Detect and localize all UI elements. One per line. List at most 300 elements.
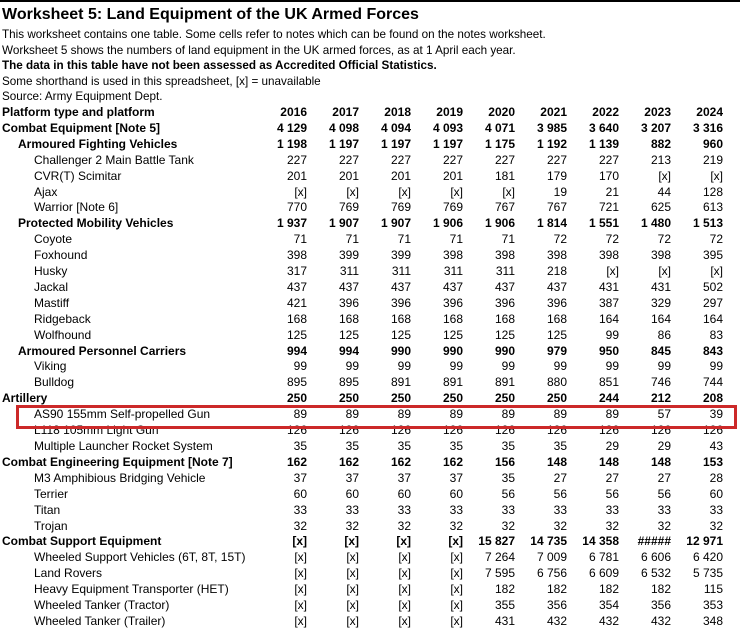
cell-value[interactable]: 126 — [390, 423, 411, 438]
cell-value[interactable]: 56 — [553, 486, 567, 501]
column-header-year[interactable]: 2024 — [696, 104, 723, 119]
cell-value[interactable]: 71 — [397, 232, 411, 247]
cell-value[interactable]: 182 — [650, 582, 671, 597]
cell-value[interactable]: 126 — [598, 423, 619, 438]
cell-value[interactable]: [x] — [398, 566, 411, 581]
cell-value[interactable]: 19 — [553, 184, 567, 199]
row-label[interactable]: Wheeled Support Vehicles (6T, 8T, 15T) — [34, 550, 246, 565]
cell-value[interactable]: 32 — [709, 518, 723, 533]
row-label[interactable]: Viking — [34, 359, 67, 374]
cell-value[interactable]: 162 — [442, 454, 463, 469]
cell-value[interactable]: 6 756 — [536, 566, 567, 581]
row-label[interactable]: CVR(T) Scimitar — [34, 168, 122, 183]
cell-value[interactable]: 399 — [390, 248, 411, 263]
cell-value[interactable]: 99 — [709, 359, 723, 374]
cell-value[interactable]: [x] — [346, 582, 359, 597]
cell-value[interactable]: 35 — [501, 470, 515, 485]
row-label[interactable]: Ajax — [34, 184, 58, 199]
cell-value[interactable]: 895 — [338, 375, 359, 390]
cell-value[interactable]: 115 — [703, 582, 723, 597]
cell-value[interactable]: 355 — [494, 598, 515, 613]
cell-value[interactable]: 431 — [494, 613, 515, 628]
row-label[interactable]: Wheeled Tanker (Trailer) — [34, 613, 166, 628]
cell-value[interactable]: 89 — [605, 407, 619, 422]
cell-value[interactable]: 398 — [546, 248, 567, 263]
cell-value[interactable]: 99 — [345, 359, 359, 374]
cell-value[interactable]: 156 — [494, 454, 515, 469]
column-header-year[interactable]: 2022 — [592, 104, 619, 119]
cell-value[interactable]: 179 — [546, 168, 567, 183]
cell-value[interactable]: 3 316 — [692, 120, 723, 135]
cell-value[interactable]: 7 595 — [484, 566, 515, 581]
cell-value[interactable]: [x] — [398, 613, 411, 628]
cell-value[interactable]: 311 — [443, 264, 463, 279]
cell-value[interactable]: 3 207 — [640, 120, 671, 135]
cell-value[interactable]: 33 — [709, 502, 723, 517]
cell-value[interactable]: 83 — [709, 327, 723, 342]
cell-value[interactable]: 396 — [494, 295, 515, 310]
cell-value[interactable]: 56 — [657, 486, 671, 501]
cell-value[interactable]: [x] — [294, 184, 307, 199]
cell-value[interactable]: 1 197 — [328, 136, 359, 151]
cell-value[interactable]: 35 — [449, 439, 463, 453]
cell-value[interactable]: 208 — [702, 391, 723, 406]
cell-value[interactable]: 32 — [345, 518, 359, 533]
row-label[interactable]: Ridgeback — [34, 311, 91, 326]
cell-value[interactable]: 1 175 — [484, 136, 515, 151]
cell-value[interactable]: 168 — [390, 311, 411, 326]
cell-value[interactable]: 32 — [397, 518, 411, 533]
cell-value[interactable]: 181 — [494, 168, 515, 183]
cell-value[interactable]: 148 — [650, 454, 671, 469]
cell-value[interactable]: 1 814 — [536, 216, 567, 231]
row-label[interactable]: Combat Engineering Equipment [Note 7] — [2, 454, 233, 469]
cell-value[interactable]: 168 — [338, 311, 359, 326]
cell-value[interactable]: 14 358 — [582, 534, 619, 549]
row-label[interactable]: Armoured Personnel Carriers — [18, 343, 187, 358]
cell-value[interactable]: 6 532 — [640, 566, 671, 581]
cell-value[interactable]: 769 — [338, 200, 359, 215]
cell-value[interactable]: 721 — [598, 200, 619, 215]
cell-value[interactable]: 994 — [338, 343, 359, 358]
cell-value[interactable]: [x] — [450, 550, 463, 565]
column-header-year[interactable]: 2019 — [436, 104, 463, 119]
cell-value[interactable]: [x] — [396, 534, 411, 549]
cell-value[interactable]: 125 — [494, 327, 515, 342]
column-header-year[interactable]: 2016 — [280, 104, 307, 119]
cell-value[interactable]: 164 — [598, 311, 619, 326]
cell-value[interactable]: 35 — [501, 439, 515, 453]
cell-value[interactable]: [x] — [710, 168, 723, 183]
cell-value[interactable]: 32 — [657, 518, 671, 533]
cell-value[interactable]: 32 — [605, 518, 619, 533]
cell-value[interactable]: [x] — [294, 582, 307, 597]
cell-value[interactable]: 128 — [702, 184, 723, 199]
cell-value[interactable]: 613 — [702, 200, 723, 215]
cell-value[interactable]: [x] — [658, 264, 671, 279]
cell-value[interactable]: 182 — [598, 582, 619, 597]
row-label[interactable]: AS90 155mm Self-propelled Gun — [34, 407, 211, 422]
cell-value[interactable]: 33 — [345, 502, 359, 517]
cell-value[interactable]: [x] — [346, 598, 359, 613]
cell-value[interactable]: 99 — [449, 359, 463, 374]
cell-value[interactable]: 37 — [397, 470, 411, 485]
cell-value[interactable]: 28 — [709, 470, 723, 485]
cell-value[interactable]: 1 906 — [432, 216, 463, 231]
cell-value[interactable]: 5 735 — [692, 566, 723, 581]
cell-value[interactable]: 168 — [494, 311, 515, 326]
cell-value[interactable]: 990 — [494, 343, 515, 358]
cell-value[interactable]: ##### — [637, 534, 671, 549]
cell-value[interactable]: 437 — [546, 279, 567, 294]
cell-value[interactable]: 35 — [397, 439, 411, 453]
cell-value[interactable]: 33 — [397, 502, 411, 517]
cell-value[interactable]: 311 — [495, 264, 515, 279]
cell-value[interactable]: 250 — [442, 391, 463, 406]
cell-value[interactable]: 421 — [286, 295, 307, 310]
cell-value[interactable]: 126 — [702, 423, 723, 438]
row-label[interactable]: Bulldog — [34, 375, 75, 390]
cell-value[interactable]: 162 — [338, 454, 359, 469]
cell-value[interactable]: [x] — [294, 550, 307, 565]
cell-value[interactable]: 398 — [286, 248, 307, 263]
cell-value[interactable]: 89 — [397, 407, 411, 422]
cell-value[interactable]: 227 — [546, 152, 567, 167]
cell-value[interactable]: 148 — [598, 454, 619, 469]
column-header-year[interactable]: 2020 — [488, 104, 515, 119]
cell-value[interactable]: 227 — [286, 152, 307, 167]
column-header-year[interactable]: 2018 — [384, 104, 411, 119]
cell-value[interactable]: 201 — [338, 168, 359, 183]
cell-value[interactable]: [x] — [346, 613, 359, 628]
cell-value[interactable]: 44 — [657, 184, 671, 199]
cell-value[interactable]: 218 — [546, 264, 567, 279]
row-label[interactable]: Land Rovers — [34, 566, 103, 581]
cell-value[interactable]: 356 — [546, 598, 567, 613]
cell-value[interactable]: 182 — [494, 582, 515, 597]
cell-value[interactable]: 244 — [598, 391, 619, 406]
cell-value[interactable]: 437 — [286, 279, 307, 294]
cell-value[interactable]: 7 264 — [484, 550, 515, 565]
cell-value[interactable]: 126 — [650, 423, 671, 438]
cell-value[interactable]: 71 — [345, 232, 359, 247]
cell-value[interactable]: 329 — [650, 295, 671, 310]
cell-value[interactable]: 317 — [286, 264, 307, 279]
cell-value[interactable]: 99 — [605, 327, 619, 342]
cell-value[interactable]: 437 — [494, 279, 515, 294]
cell-value[interactable]: 27 — [553, 470, 567, 485]
cell-value[interactable]: 227 — [494, 152, 515, 167]
cell-value[interactable]: 1 551 — [588, 216, 619, 231]
cell-value[interactable]: 250 — [338, 391, 359, 406]
cell-value[interactable]: 125 — [442, 327, 463, 342]
cell-value[interactable]: 125 — [546, 327, 567, 342]
cell-value[interactable]: [x] — [606, 264, 619, 279]
cell-value[interactable]: 348 — [702, 613, 723, 628]
cell-value[interactable]: 227 — [442, 152, 463, 167]
cell-value[interactable]: 72 — [657, 232, 671, 247]
cell-value[interactable]: 126 — [338, 423, 359, 438]
cell-value[interactable]: 56 — [501, 486, 515, 501]
cell-value[interactable]: 625 — [650, 200, 671, 215]
cell-value[interactable]: 502 — [702, 279, 723, 294]
cell-value[interactable]: 35 — [553, 439, 567, 453]
cell-value[interactable]: 250 — [494, 391, 515, 406]
cell-value[interactable]: 33 — [293, 502, 307, 517]
cell-value[interactable]: [x] — [292, 534, 307, 549]
cell-value[interactable]: 27 — [605, 470, 619, 485]
cell-value[interactable]: 12 971 — [686, 534, 723, 549]
cell-value[interactable]: [x] — [450, 582, 463, 597]
cell-value[interactable]: 353 — [702, 598, 723, 613]
cell-value[interactable]: 227 — [338, 152, 359, 167]
cell-value[interactable]: 164 — [650, 311, 671, 326]
cell-value[interactable]: 126 — [494, 423, 515, 438]
cell-value[interactable]: 60 — [709, 486, 723, 501]
cell-value[interactable]: 744 — [702, 375, 723, 390]
cell-value[interactable]: 1 907 — [328, 216, 359, 231]
cell-value[interactable]: 89 — [293, 407, 307, 422]
cell-value[interactable]: 227 — [598, 152, 619, 167]
row-label[interactable]: Combat Support Equipment — [2, 534, 162, 549]
cell-value[interactable]: 33 — [657, 502, 671, 517]
cell-value[interactable]: 32 — [449, 518, 463, 533]
cell-value[interactable]: 1 139 — [588, 136, 619, 151]
cell-value[interactable]: 60 — [293, 486, 307, 501]
cell-value[interactable]: 4 094 — [380, 120, 411, 135]
cell-value[interactable]: 437 — [390, 279, 411, 294]
cell-value[interactable]: 1 513 — [692, 216, 723, 231]
cell-value[interactable]: 990 — [390, 343, 411, 358]
cell-value[interactable]: 57 — [657, 407, 671, 422]
row-label[interactable]: Artillery — [2, 391, 48, 406]
cell-value[interactable]: 399 — [338, 248, 359, 263]
row-label[interactable]: Mastiff — [34, 295, 70, 310]
row-label[interactable]: Wheeled Tanker (Tractor) — [34, 598, 170, 613]
cell-value[interactable]: 99 — [605, 359, 619, 374]
cell-value[interactable]: [x] — [448, 534, 463, 549]
cell-value[interactable]: 356 — [650, 598, 671, 613]
cell-value[interactable]: 126 — [546, 423, 567, 438]
cell-value[interactable]: 99 — [553, 359, 567, 374]
cell-value[interactable]: 60 — [345, 486, 359, 501]
cell-value[interactable]: 99 — [657, 359, 671, 374]
row-label[interactable]: Heavy Equipment Transporter (HET) — [34, 582, 229, 597]
cell-value[interactable]: [x] — [294, 613, 307, 628]
cell-value[interactable]: 125 — [390, 327, 411, 342]
cell-value[interactable]: 72 — [605, 232, 619, 247]
cell-value[interactable]: [x] — [450, 598, 463, 613]
cell-value[interactable]: 32 — [501, 518, 515, 533]
cell-value[interactable]: 60 — [449, 486, 463, 501]
cell-value[interactable]: 746 — [650, 375, 671, 390]
cell-value[interactable]: 6 609 — [588, 566, 619, 581]
cell-value[interactable]: 33 — [449, 502, 463, 517]
cell-value[interactable]: 891 — [442, 375, 463, 390]
cell-value[interactable]: 99 — [293, 359, 307, 374]
cell-value[interactable]: 4 071 — [484, 120, 515, 135]
cell-value[interactable]: 56 — [605, 486, 619, 501]
cell-value[interactable]: 164 — [702, 311, 723, 326]
cell-value[interactable]: 297 — [702, 295, 723, 310]
cell-value[interactable]: [x] — [346, 566, 359, 581]
cell-value[interactable]: 227 — [390, 152, 411, 167]
row-label[interactable]: Titan — [34, 502, 61, 517]
row-label[interactable]: Foxhound — [34, 248, 88, 263]
cell-value[interactable]: 398 — [442, 248, 463, 263]
cell-value[interactable]: 767 — [494, 200, 515, 215]
row-label[interactable]: Warrior [Note 6] — [34, 200, 119, 215]
cell-value[interactable]: 71 — [449, 232, 463, 247]
cell-value[interactable]: 148 — [546, 454, 567, 469]
cell-value[interactable]: [x] — [294, 598, 307, 613]
cell-value[interactable]: 891 — [390, 375, 411, 390]
cell-value[interactable]: 6 420 — [692, 550, 723, 565]
cell-value[interactable]: 71 — [293, 232, 307, 247]
cell-value[interactable]: 432 — [650, 613, 671, 628]
cell-value[interactable]: 86 — [657, 327, 671, 342]
column-header-year[interactable]: 2017 — [332, 104, 359, 119]
cell-value[interactable]: 880 — [546, 375, 567, 390]
cell-value[interactable]: 311 — [339, 264, 359, 279]
cell-value[interactable]: 1 480 — [640, 216, 671, 231]
cell-value[interactable]: 432 — [598, 613, 619, 628]
row-label[interactable]: Multiple Launcher Rocket System — [34, 439, 213, 453]
cell-value[interactable]: 89 — [345, 407, 359, 422]
cell-value[interactable]: 431 — [650, 279, 671, 294]
cell-value[interactable]: 32 — [553, 518, 567, 533]
cell-value[interactable]: 398 — [494, 248, 515, 263]
cell-value[interactable]: 168 — [546, 311, 567, 326]
cell-value[interactable]: 15 827 — [478, 534, 515, 549]
cell-value[interactable]: [x] — [398, 582, 411, 597]
cell-value[interactable]: 979 — [546, 343, 567, 358]
cell-value[interactable]: 250 — [286, 391, 307, 406]
cell-value[interactable]: 14 735 — [530, 534, 567, 549]
cell-value[interactable]: 432 — [546, 613, 567, 628]
cell-value[interactable]: 33 — [501, 502, 515, 517]
cell-value[interactable]: 37 — [293, 470, 307, 485]
cell-value[interactable]: 769 — [442, 200, 463, 215]
cell-value[interactable]: 437 — [338, 279, 359, 294]
cell-value[interactable]: 6 606 — [640, 550, 671, 565]
cell-value[interactable]: 250 — [546, 391, 567, 406]
cell-value[interactable]: [x] — [398, 598, 411, 613]
cell-value[interactable]: 1 198 — [276, 136, 307, 151]
cell-value[interactable]: 29 — [657, 439, 671, 453]
cell-value[interactable]: 126 — [442, 423, 463, 438]
cell-value[interactable]: 396 — [338, 295, 359, 310]
cell-value[interactable]: 1 907 — [380, 216, 411, 231]
cell-value[interactable]: 71 — [501, 232, 515, 247]
cell-value[interactable]: [x] — [502, 184, 515, 199]
cell-value[interactable]: 396 — [442, 295, 463, 310]
row-label[interactable]: L118 105mm Light Gun — [34, 423, 159, 438]
cell-value[interactable]: 3 985 — [536, 120, 567, 135]
cell-value[interactable]: 125 — [338, 327, 359, 342]
cell-value[interactable]: 250 — [390, 391, 411, 406]
cell-value[interactable]: 33 — [605, 502, 619, 517]
cell-value[interactable]: 395 — [702, 248, 723, 263]
cell-value[interactable]: 125 — [286, 327, 307, 342]
column-header-year[interactable]: 2021 — [540, 104, 567, 119]
cell-value[interactable]: [x] — [346, 550, 359, 565]
cell-value[interactable]: 769 — [390, 200, 411, 215]
cell-value[interactable]: [x] — [710, 264, 723, 279]
cell-value[interactable]: 35 — [345, 439, 359, 453]
cell-value[interactable]: 1 197 — [380, 136, 411, 151]
column-header-platform[interactable]: Platform type and platform — [2, 104, 155, 119]
cell-value[interactable]: 882 — [650, 136, 671, 151]
cell-value[interactable]: 396 — [546, 295, 567, 310]
cell-value[interactable]: 27 — [657, 470, 671, 485]
cell-value[interactable]: 99 — [397, 359, 411, 374]
row-label[interactable]: Husky — [34, 264, 68, 279]
cell-value[interactable]: 153 — [702, 454, 723, 469]
cell-value[interactable]: 431 — [598, 279, 619, 294]
cell-value[interactable]: 770 — [286, 200, 307, 215]
row-label[interactable]: Challenger 2 Main Battle Tank — [34, 152, 194, 167]
cell-value[interactable]: 170 — [598, 168, 619, 183]
cell-value[interactable]: 960 — [702, 136, 723, 151]
cell-value[interactable]: 1 197 — [432, 136, 463, 151]
cell-value[interactable]: [x] — [398, 550, 411, 565]
cell-value[interactable]: [x] — [294, 566, 307, 581]
row-label[interactable]: Wolfhound — [34, 327, 92, 342]
cell-value[interactable]: 219 — [702, 152, 723, 167]
cell-value[interactable]: 89 — [553, 407, 567, 422]
cell-value[interactable]: 990 — [442, 343, 463, 358]
cell-value[interactable]: [x] — [346, 184, 359, 199]
cell-value[interactable]: 994 — [286, 343, 307, 358]
cell-value[interactable]: 72 — [553, 232, 567, 247]
cell-value[interactable]: 37 — [449, 470, 463, 485]
cell-value[interactable]: 213 — [650, 152, 671, 167]
cell-value[interactable]: 21 — [605, 184, 619, 199]
cell-value[interactable]: 201 — [442, 168, 463, 183]
cell-value[interactable]: 950 — [598, 343, 619, 358]
cell-value[interactable]: 437 — [442, 279, 463, 294]
cell-value[interactable]: 7 009 — [536, 550, 567, 565]
row-label[interactable]: Combat Equipment [Note 5] — [2, 120, 160, 135]
cell-value[interactable]: [x] — [398, 184, 411, 199]
row-label[interactable]: M3 Amphibious Bridging Vehicle — [34, 470, 206, 485]
cell-value[interactable]: 162 — [286, 454, 307, 469]
cell-value[interactable]: 4 093 — [432, 120, 463, 135]
cell-value[interactable]: 851 — [598, 375, 619, 390]
cell-value[interactable]: 72 — [709, 232, 723, 247]
cell-value[interactable]: 1 937 — [276, 216, 307, 231]
row-label[interactable]: Trojan — [34, 518, 68, 533]
row-label[interactable]: Coyote — [34, 232, 73, 247]
cell-value[interactable]: 29 — [605, 439, 619, 453]
cell-value[interactable]: 37 — [345, 470, 359, 485]
cell-value[interactable]: 354 — [598, 598, 619, 613]
row-label[interactable]: Protected Mobility Vehicles — [18, 216, 174, 231]
cell-value[interactable]: 168 — [286, 311, 307, 326]
cell-value[interactable]: 311 — [391, 264, 411, 279]
cell-value[interactable]: 398 — [650, 248, 671, 263]
cell-value[interactable]: [x] — [344, 534, 359, 549]
cell-value[interactable]: 33 — [553, 502, 567, 517]
cell-value[interactable]: 60 — [397, 486, 411, 501]
cell-value[interactable]: 201 — [390, 168, 411, 183]
cell-value[interactable]: 1 192 — [536, 136, 567, 151]
column-header-year[interactable]: 2023 — [644, 104, 671, 119]
cell-value[interactable]: 895 — [286, 375, 307, 390]
cell-value[interactable]: 35 — [293, 439, 307, 453]
cell-value[interactable]: [x] — [450, 184, 463, 199]
